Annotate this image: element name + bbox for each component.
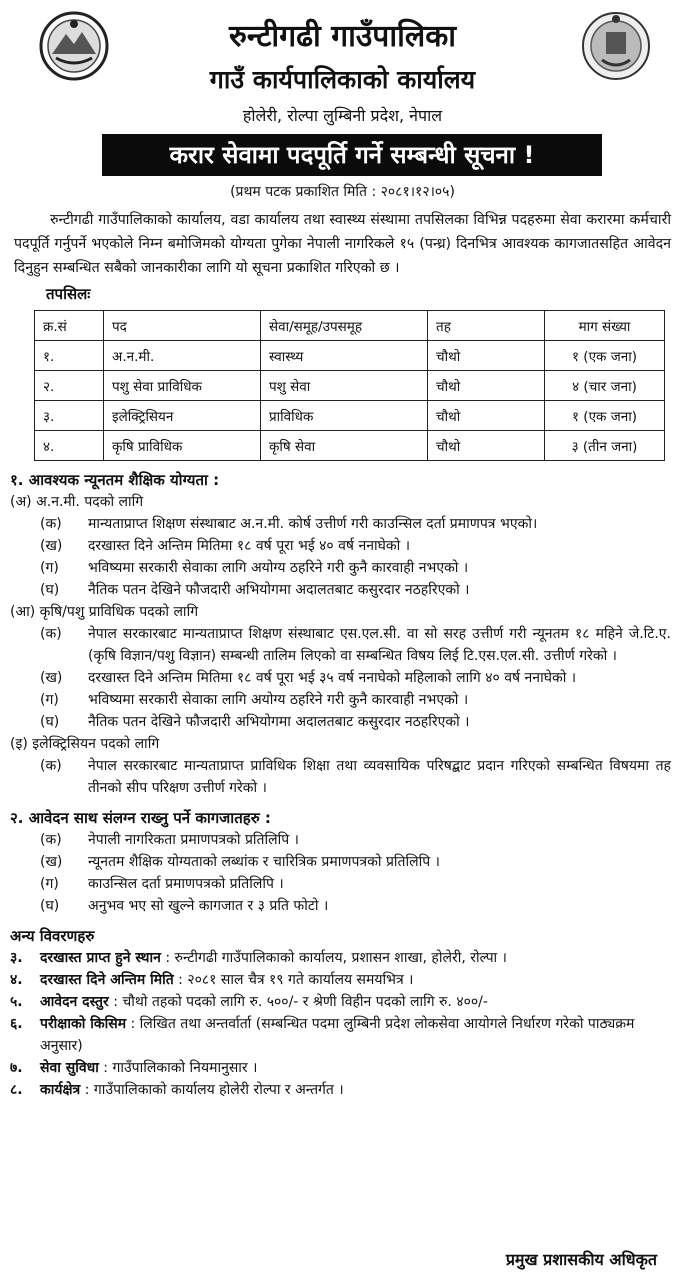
header — [10, 0, 675, 200]
list-item: (घ) नैतिक पतन देखिने फौजदारी अभियोगमा अदालतबाट कसुरदार नठहरिएको । — [40, 582, 470, 598]
list-item: (क) नेपाल सरकारबाट मान्यताप्राप्त प्राविधिक शिक्षा तथा व्यवसायिक परिषद्बाट प्रदान गरिएको सम्बन्धित विषयमा तह तीनको सीप परिक्षण उत्तीर्ण गरेको । — [40, 758, 671, 796]
cell-post: पशु सेवा प्राविधिक — [104, 371, 261, 401]
cell-count: १ (एक जना) — [545, 341, 665, 371]
col-header-post: पद — [104, 311, 261, 341]
list-item: (क) नेपाली नागरिकता प्रमाणपत्रको प्रतिलिपि । — [40, 832, 299, 848]
cell-level: चौथो — [428, 341, 545, 371]
list-item: (ख) न्यूनतम शैक्षिक योग्यताको लब्धांक र चारित्रिक प्रमाणपत्रको प्रतिलिपि । — [40, 854, 440, 870]
table-row — [35, 371, 665, 401]
table-row — [35, 401, 665, 431]
signature: प्रमुख प्रशासकीय अधिकृत — [505, 1250, 657, 1269]
office-title: रुन्टीगढी गाउँपालिका — [228, 19, 457, 54]
list-item: (ग) भविष्यमा सरकारी सेवाका लागि अयोग्य ठहरिने गरी कुनै कारवाही नभएको । — [40, 560, 469, 576]
detail-item: ४. दरखास्त दिने अन्तिम मिति : २०८१ साल चैत्र १९ गते कार्यालय समयभित्र । — [10, 972, 414, 988]
detail-item: ६. परीक्षाको किसिम : लिखित तथा अन्तर्वार्ता (सम्बन्धित पदमा लुम्बिनी प्रदेश लोकसेवा आयोगले निर्धारण गरेको पाठ्यक्रम अनुसार) — [10, 1016, 635, 1054]
cell-service: पशु सेवा — [261, 371, 428, 401]
list-item: (ग) काउन्सिल दर्ता प्रमाणपत्रको प्रतिलिपि । — [40, 876, 284, 892]
cell-count: ३ (तीन जना) — [545, 431, 665, 461]
table-row — [35, 341, 665, 371]
cell-count: १ (एक जना) — [545, 401, 665, 431]
cell-post: इलेक्ट्रिसियन — [104, 401, 261, 431]
qualifications-title: १. आवश्यक न्यूनतम शैक्षिक योग्यता : — [10, 471, 220, 489]
col-header-count: माग संख्या — [545, 311, 665, 341]
notice-banner: करार सेवामा पदपूर्ति गर्ने सम्बन्धी सूचना ! — [102, 134, 602, 176]
cell-service: स्वास्थ्य — [261, 341, 428, 371]
cell-level: चौथो — [428, 431, 545, 461]
group-heading-electrician: (इ) इलेक्ट्रिसियन पदको लागि — [10, 736, 160, 752]
col-header-sn: क्र.सं — [35, 311, 104, 341]
group-heading-anm: (अ) अ.न.मी. पदको लागि — [10, 494, 144, 510]
list-item: (ख) दरखास्त दिने अन्तिम मितिमा १८ वर्ष पूरा भई ३५ वर्ष ननाघेको महिलाको लागि ४० वर्ष ननाघेको । — [40, 670, 577, 686]
col-header-level: तह — [428, 311, 545, 341]
cell-level: चौथो — [428, 401, 545, 431]
other-details-title: अन्य विवरणहरु — [10, 927, 95, 945]
table-row — [35, 431, 665, 461]
list-item: (घ) नैतिक पतन देखिने फौजदारी अभियोगमा अदालतबाट कसुरदार नठहरिएको । — [40, 714, 470, 730]
list-item: (ख) दरखास्त दिने अन्तिम मितिमा १८ वर्ष पूरा भई ४० वर्ष ननाघेको । — [40, 538, 411, 554]
cell-sn: ४. — [35, 431, 104, 461]
cell-level: चौथो — [428, 371, 545, 401]
intro-paragraph: रुन्टीगढी गाउँपालिकाको कार्यालय, वडा कार्यालय तथा स्वास्थ्य संस्थामा तपसिलका विभिन्न पदहरुमा सेवा करारमा कर्मचारी पदपूर्ति गर्नुपर्ने भएकोले निम्न बमोजिमको योग्यता पुगेका नेपाली नागरिकले १५ (पन्ध्र) दिनभित्र आवश्यक कागजातसहित आवेदन दिनुहुन सम्बन्धित सबैको जानकारीका लागि यो सूचना प्रकाशित गरिएको छ । — [14, 212, 671, 276]
detail-item: ७. सेवा सुविधा : गाउँपालिकाको नियमानुसार । — [10, 1060, 258, 1076]
detail-item: ८. कार्यक्षेत्र : गाउँपालिकाको कार्यालय होलेरी रोल्पा र अन्तर्गत । — [10, 1082, 344, 1098]
documents-title: २. आवेदन साथ संलग्न राख्नु पर्ने कागजातहरु : — [10, 809, 271, 827]
office-subtitle: गाउँ कार्यपालिकाको कार्यालय — [209, 65, 476, 94]
published-date: (प्रथम पटक प्रकाशित मिति : २०८१।१२।०५) — [230, 184, 455, 200]
table-title: तपसिलः — [46, 285, 91, 303]
cell-count: ४ (चार जना) — [545, 371, 665, 401]
group-heading-agri: (आ) कृषि/पशु प्राविधिक पदको लागि — [10, 604, 199, 620]
office-address: होलेरी, रोल्पा लुम्बिनी प्रदेश, नेपाल — [242, 106, 443, 125]
cell-sn: २. — [35, 371, 104, 401]
list-item: (ग) भविष्यमा सरकारी सेवाका लागि अयोग्य ठहरिने गरी कुनै कारवाही नभएको । — [40, 692, 469, 708]
cell-sn: १. — [35, 341, 104, 371]
list-item: (घ) अनुभव भए सो खुल्ने कागजात र ३ प्रति फोटो । — [40, 898, 329, 914]
cell-post: अ.न.मी. — [104, 341, 261, 371]
col-header-service: सेवा/समूह/उपसमूह — [261, 311, 428, 341]
cell-service: प्राविधिक — [261, 401, 428, 431]
table-header-row — [35, 311, 665, 341]
cell-service: कृषि सेवा — [261, 431, 428, 461]
detail-item: ३. दरखास्त प्राप्त हुने स्थान : रुन्टीगढी गाउँपालिकाको कार्यालय, प्रशासन शाखा, होलेरी, रोल्पा । — [10, 950, 507, 966]
vacancy-table — [34, 310, 665, 461]
cell-post: कृषि प्राविधिक — [104, 431, 261, 461]
detail-item: ५. आवेदन दस्तुर : चौथो तहको पदको लागि रु. ५००/- र श्रेणी विहीन पदको लागि रु. ४००/- — [10, 994, 488, 1010]
cell-sn: ३. — [35, 401, 104, 431]
list-item: (क) नेपाल सरकारबाट मान्यताप्राप्त शिक्षण संस्थाबाट एस.एल.सी. वा सो सरह उत्तीर्ण गरी न्यूनतम १८ महिने जे.टि.ए. (कृषि विज्ञान/पशु विज्ञान) सम्बन्धी तालिम लिएको वा सम्बन्धित विषय लिई टि.एस.एल.सी. उत्तीर्ण गरेको । — [40, 626, 671, 664]
list-item: (क) मान्यताप्राप्त शिक्षण संस्थाबाट अ.न.मी. कोर्ष उत्तीर्ण गरी काउन्सिल दर्ता प्रमाणपत्र भएको। — [40, 516, 538, 532]
